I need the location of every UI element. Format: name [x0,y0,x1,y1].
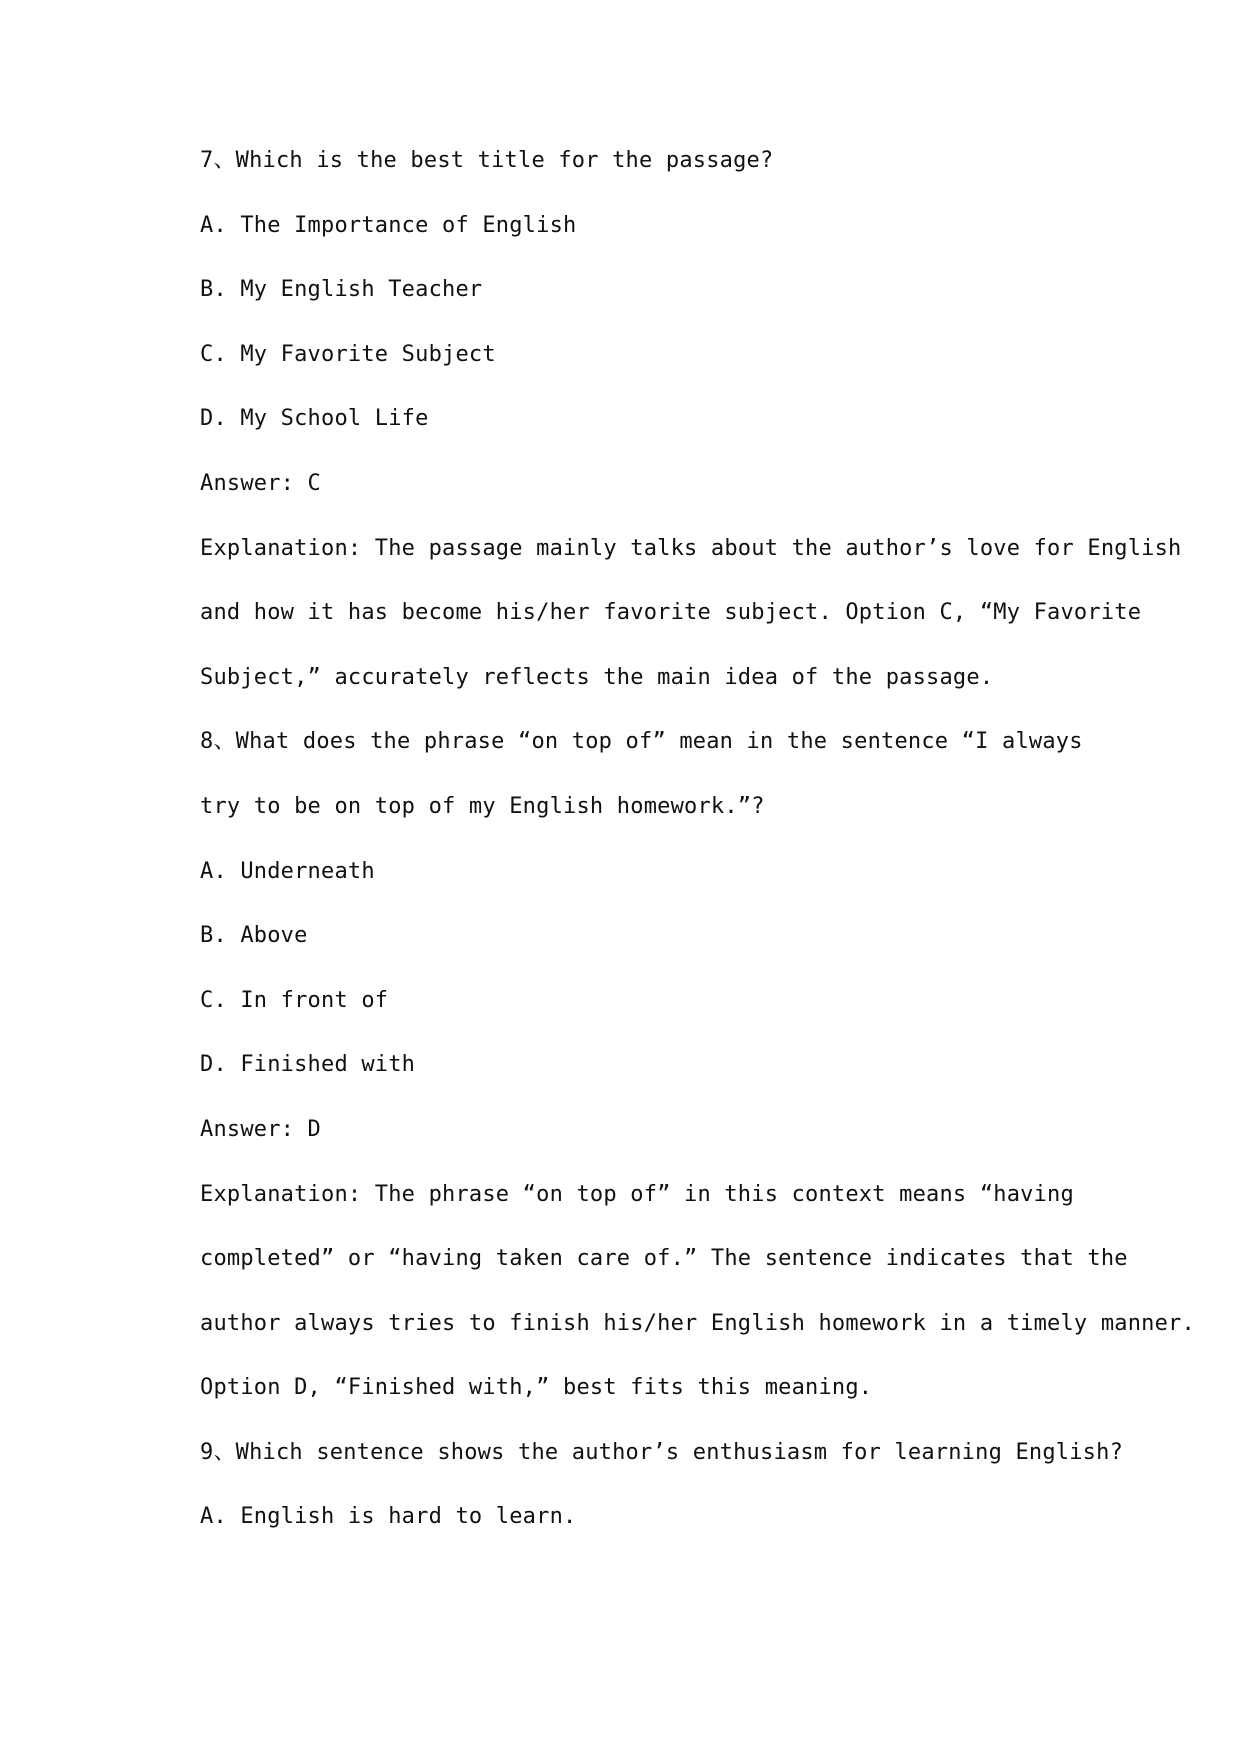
question-8-answer: Answer: D [200,1116,322,1142]
question-7-option-b: B. My English Teacher [200,277,483,303]
question-8-explanation-line-3: author always tries to finish his/her English homework in a timely manner. [200,1310,1195,1336]
question-8-prompt-line-2: try to be on top of my English homework.”? [200,793,765,819]
question-8-option-d: D. Finished with [200,1052,416,1078]
question-8-explanation-line-4: Option D, “Finished with,” best fits this meaning. [200,1375,873,1401]
question-8-option-a: A. Underneath [200,858,375,884]
question-8-explanation-line-1: Explanation: The phrase “on top of” in this context means “having [200,1181,1074,1207]
question-7-option-a: A. The Importance of English [200,212,577,238]
question-8-option-b: B. Above [200,923,308,949]
question-7-option-d: D. My School Life [200,406,429,432]
question-9-option-a: A. English is hard to learn. [200,1504,577,1530]
question-7-option-c: C. My Favorite Subject [200,341,496,367]
question-7-explanation-line-2: and how it has become his/her favorite subject. Option C, “My Favorite [200,600,1142,626]
question-7-prompt: 7、Which is the best title for the passage? [200,148,774,173]
question-7-explanation-line-3: Subject,” accurately reflects the main idea of the passage. [200,664,994,690]
question-8-explanation-line-2: completed” or “having taken care of.” The sentence indicates that the [200,1246,1128,1272]
question-7-explanation-line-1: Explanation: The passage mainly talks about the author’s love for English [200,535,1182,561]
question-8-option-c: C. In front of [200,987,389,1013]
question-9-prompt: 9、Which sentence shows the author’s enthusiasm for learning English? [200,1439,1124,1465]
question-8-prompt-line-1: 8、What does the phrase “on top of” mean in the sentence “I always [200,729,1083,755]
document-page [200,146,1195,1567]
question-7-answer: Answer: C [200,470,322,496]
